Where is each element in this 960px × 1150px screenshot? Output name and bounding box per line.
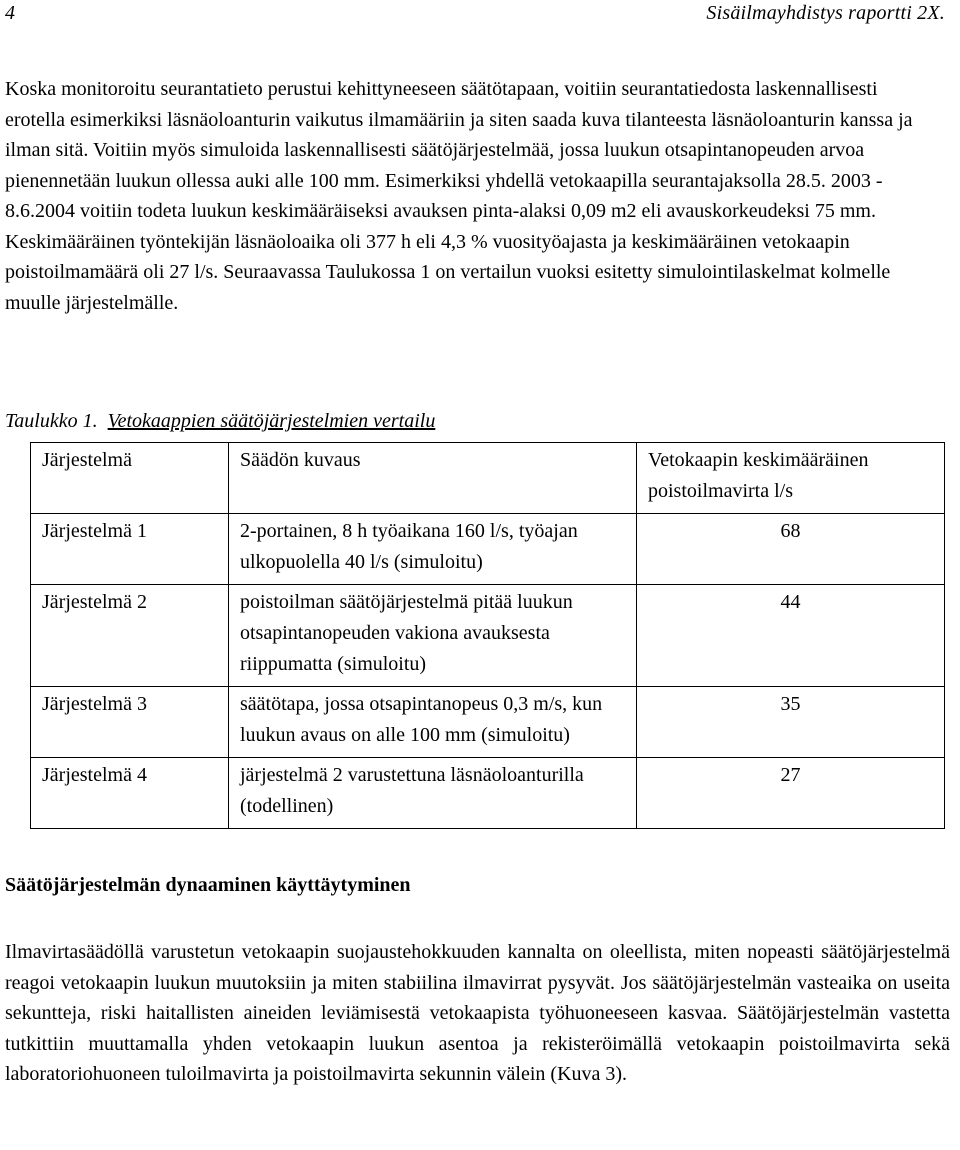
table-row [31,687,945,758]
flow-cell: 27 [637,758,945,829]
description-cell: 2-portainen, 8 h työaikana 160 l/s, työajan ulkopuolella 40 l/s (simuloitu) [229,514,637,585]
page-number: 4 [5,2,15,24]
table-caption-label: Taulukko 1. [5,410,98,432]
description-cell: järjestelmä 2 varustettuna läsnäoloanturilla (todellinen) [229,758,637,829]
section-heading: Säätöjärjestelmän dynaaminen käyttäytyminen [5,874,411,896]
table-header-row [31,443,945,514]
report-title: Sisäilmayhdistys raportti 2X. [706,2,945,24]
page-header [5,2,945,28]
header-system: Järjestelmä [31,443,229,514]
table-caption-title: Vetokaappien säätöjärjestelmien vertailu [107,410,436,432]
system-cell: Järjestelmä 3 [31,687,229,758]
table-caption [5,408,435,434]
flow-cell: 68 [637,514,945,585]
table-row [31,585,945,687]
header-description: Säädön kuvaus [229,443,637,514]
intro-paragraph: Koska monitoroitu seurantatieto perustui kehittyneeseen säätötapaan, voitiin seurantatiedosta laskennallisesti erotella esimerkiksi läsnäoloanturin vaikutus ilmamääriin ja siten saada kuva tilanteesta läsnäoloanturin kanssa ja ilman sitä. Voitiin myös simuloida laskennallisesti säätöjärjestelmää, jossa luukun otsapintanopeuden arvoa pienennetään luukun ollessa auki alle 100 mm. Esimerkiksi yhdellä vetokaapilla seurantajaksolla 28.5. 2003 - 8.6.2004 voitiin todeta luukun keskimääräiseksi avauksen pinta-alaksi 0,09 m2 eli avauskorkeudeksi 75 mm. Keskimääräinen työntekijän läsnäoloaika oli 377 h eli 4,3 % vuosityöajasta ja keskimääräinen vetokaapin poistoilmamäärä oli 27 l/s. Seuraavassa Taulukossa 1 on vertailun vuoksi esitetty simulointilaskelmat kolmelle muulle järjestelmälle. [5,78,913,314]
table-row [31,758,945,829]
system-cell: Järjestelmä 1 [31,514,229,585]
description-cell: säätötapa, jossa otsapintanopeus 0,3 m/s, kun luukun avaus on alle 100 mm (simuloitu) [229,687,637,758]
flow-cell: 44 [637,585,945,687]
system-cell: Järjestelmä 2 [31,585,229,687]
table-row [31,514,945,585]
flow-cell: 35 [637,687,945,758]
system-cell: Järjestelmä 4 [31,758,229,829]
description-cell: poistoilman säätöjärjestelmä pitää luukun otsapintanopeuden vakiona avauksesta riippumatta (simuloitu) [229,585,637,687]
header-flow: Vetokaapin keskimääräinen poistoilmavirta l/s [637,443,945,514]
body-paragraph: Ilmavirtasäädöllä varustetun vetokaapin suojaustehokkuuden kannalta on oleellista, miten nopeasti säätöjärjestelmä reagoi vetokaapin luukun muutoksiin ja miten stabiilina ilmavirrat pysyvät. Jos säätöjärjestelmän vasteaika on useita sekuntteja, riski haitallisten aineiden leviämisestä vetokaapista työhuoneeseen kasvaa. Säätöjärjestelmän vastetta tutkittiin muuttamalla yhden vetokaapin luukun asentoa ja rekisteröimällä vetokaapin poistoilmavirta sekä laboratoriohuoneen tuloilmavirta ja poistoilmavirta sekunnin välein (Kuva 3). [5,941,950,1085]
comparison-table [30,442,945,829]
